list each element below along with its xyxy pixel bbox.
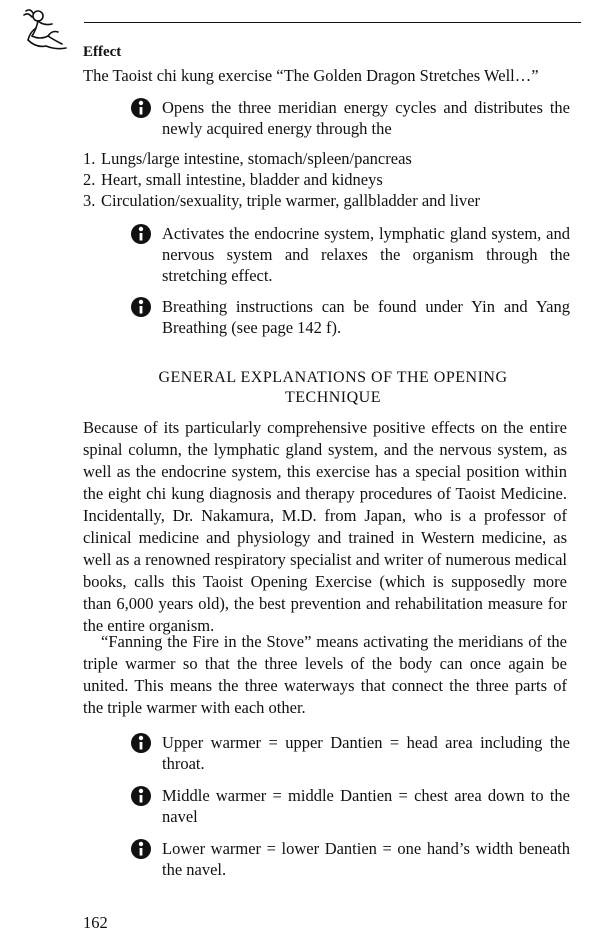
list-item: 3. Circulation/sexuality, triple warmer, gallbladder and liver <box>83 191 481 210</box>
intro-text: The Taoist chi kung exercise “The Golden Dragon Stretches Well…” <box>83 66 539 85</box>
bullet-text: Middle warmer = middle Dantien = chest area down to the navel <box>162 786 570 826</box>
yin-yang-dot-icon <box>130 785 152 807</box>
effect-heading: Effect <box>83 44 122 60</box>
bullet-item <box>130 838 570 880</box>
body-paragraph: “Fanning the Fire in the Stove” means activating the meridians of the triple warmer so that the three levels of the body can once again be united. This means the three waterways that connect the three parts of the triple warmer with each other. <box>83 632 567 717</box>
body-paragraph: Because of its particularly comprehensive positive effects on the entire spinal column, the lymphatic gland system, and the nervous system, as well as the endocrine system, this exercise has a special position within the eight chi kung diagnosis and therapy procedures of Taoist Medicine. Incidentally, Dr. Nakamura, M.D. from Japan, who is a professor of clinical medicine and physiology and trained in Western medicine, as well as a renowned respiratory specialist and writer of numerous medical books, calls this Taoist Opening Exercise (which is supposedly more than 6,000 years old), the best prevention and rehabilitation measure for the entire organism. <box>83 418 567 635</box>
bullet-text: Activates the endocrine system, lymphatic gland system, and nervous system and relaxes the organism through the stretching effect. <box>162 224 570 285</box>
yin-yang-dot-icon <box>130 97 152 119</box>
yin-yang-dot-icon <box>130 838 152 860</box>
bullet-item <box>130 732 570 774</box>
page-number: 162 <box>83 913 108 932</box>
meditating-figure-icon <box>18 6 72 56</box>
bullet-item <box>130 223 570 286</box>
list-item: 2. Heart, small intestine, bladder and kidneys <box>83 170 383 189</box>
bullet-item <box>130 296 570 338</box>
bullet-item <box>130 97 570 139</box>
bullet-text: Breathing instructions can be found under Yin and Yang Breathing (see page 142 f). <box>162 297 570 337</box>
bullet-item <box>130 785 570 827</box>
bullet-text: Upper warmer = upper Dantien = head area including the throat. <box>162 733 570 773</box>
meridian-list <box>83 148 583 211</box>
yin-yang-dot-icon <box>130 732 152 754</box>
header-rule <box>84 22 581 23</box>
bullet-text: Opens the three meridian energy cycles and distributes the newly acquired energy through the <box>162 98 570 138</box>
bullet-text: Lower warmer = lower Dantien = one hand’s width beneath the navel. <box>162 839 570 879</box>
list-item: 1. Lungs/large intestine, stomach/spleen/pancreas <box>83 149 412 168</box>
yin-yang-dot-icon <box>130 296 152 318</box>
yin-yang-dot-icon <box>130 223 152 245</box>
section-title: GENERAL EXPLANATIONS OF THE OPENING TECHNIQUE <box>158 369 508 406</box>
